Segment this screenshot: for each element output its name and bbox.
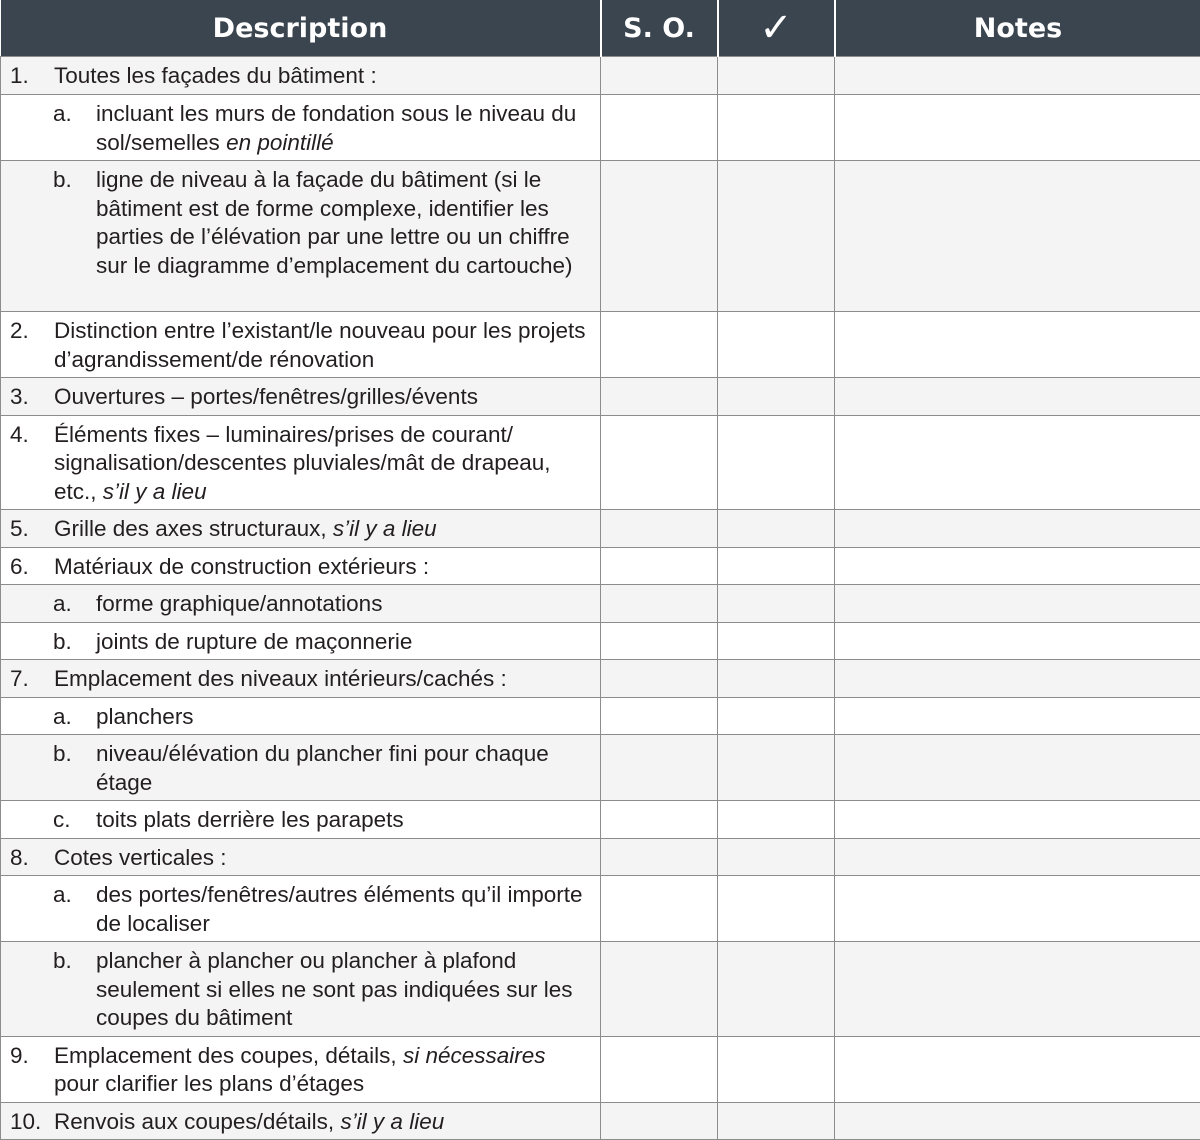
item-text bbox=[96, 703, 592, 732]
table-row bbox=[1, 735, 1200, 801]
item-letter: a. bbox=[1, 703, 96, 732]
notes-cell[interactable] bbox=[835, 735, 1200, 801]
check-cell[interactable] bbox=[718, 622, 835, 660]
item-text bbox=[54, 1042, 592, 1099]
item-text-main: Éléments fixes – luminaires/prises de courant/ signalisation/descentes pluviales/mât de drapeau, etc., bbox=[54, 422, 551, 504]
row-description bbox=[1, 161, 601, 312]
notes-cell[interactable] bbox=[835, 510, 1200, 548]
check-cell[interactable] bbox=[718, 415, 835, 510]
table-row bbox=[1, 547, 1200, 585]
row-description bbox=[1, 1102, 601, 1140]
item-text-main: Emplacement des niveaux intérieurs/cachés : bbox=[54, 666, 507, 691]
notes-cell[interactable] bbox=[835, 801, 1200, 839]
check-cell[interactable] bbox=[718, 876, 835, 942]
so-cell[interactable] bbox=[601, 378, 718, 416]
item-number: 1. bbox=[1, 62, 54, 91]
so-cell[interactable] bbox=[601, 1102, 718, 1140]
item-text bbox=[96, 740, 592, 797]
item-text-main: plancher à plancher ou plancher à plafond seulement si elles ne sont pas indiquées sur les coupes du bâtiment bbox=[96, 948, 573, 1030]
check-cell[interactable] bbox=[718, 57, 835, 95]
check-cell[interactable] bbox=[718, 95, 835, 161]
row-description bbox=[1, 1036, 601, 1102]
item-number: 7. bbox=[1, 665, 54, 694]
so-cell[interactable] bbox=[601, 876, 718, 942]
notes-cell[interactable] bbox=[835, 1102, 1200, 1140]
table-row bbox=[1, 57, 1200, 95]
item-text-main: Emplacement des coupes, détails, bbox=[54, 1043, 397, 1068]
notes-cell[interactable] bbox=[835, 838, 1200, 876]
notes-cell[interactable] bbox=[835, 312, 1200, 378]
so-cell[interactable] bbox=[601, 735, 718, 801]
so-cell[interactable] bbox=[601, 510, 718, 548]
so-cell[interactable] bbox=[601, 622, 718, 660]
item-number: 3. bbox=[1, 383, 54, 412]
notes-cell[interactable] bbox=[835, 622, 1200, 660]
header-notes: Notes bbox=[835, 0, 1200, 57]
table-row bbox=[1, 1036, 1200, 1102]
item-text-after: pour clarifier les plans d’étages bbox=[54, 1071, 364, 1096]
table-row bbox=[1, 510, 1200, 548]
item-text bbox=[96, 628, 592, 657]
item-text-main: Toutes les façades du bâtiment : bbox=[54, 63, 377, 88]
row-description bbox=[1, 415, 601, 510]
check-cell[interactable] bbox=[718, 735, 835, 801]
notes-cell[interactable] bbox=[835, 942, 1200, 1037]
table-row bbox=[1, 161, 1200, 312]
so-cell[interactable] bbox=[601, 942, 718, 1037]
so-cell[interactable] bbox=[601, 547, 718, 585]
item-text-main: Grille des axes structuraux, bbox=[54, 516, 327, 541]
item-text bbox=[96, 947, 592, 1033]
item-text-main: Matériaux de construction extérieurs : bbox=[54, 554, 429, 579]
so-cell[interactable] bbox=[601, 57, 718, 95]
item-text-main: toits plats derrière les parapets bbox=[96, 807, 404, 832]
check-cell[interactable] bbox=[718, 801, 835, 839]
row-description bbox=[1, 622, 601, 660]
so-cell[interactable] bbox=[601, 801, 718, 839]
notes-cell[interactable] bbox=[835, 415, 1200, 510]
row-description bbox=[1, 838, 601, 876]
item-text-main: des portes/fenêtres/autres éléments qu’il importe de localiser bbox=[96, 882, 583, 936]
table-header bbox=[1, 0, 1200, 57]
check-cell[interactable] bbox=[718, 697, 835, 735]
check-cell[interactable] bbox=[718, 660, 835, 698]
header-so: S. O. bbox=[601, 0, 718, 57]
table-row bbox=[1, 697, 1200, 735]
notes-cell[interactable] bbox=[835, 697, 1200, 735]
check-cell[interactable] bbox=[718, 1102, 835, 1140]
check-cell[interactable] bbox=[718, 312, 835, 378]
table-row bbox=[1, 585, 1200, 623]
notes-cell[interactable] bbox=[835, 1036, 1200, 1102]
header-description: Description bbox=[1, 0, 601, 57]
check-cell[interactable] bbox=[718, 838, 835, 876]
item-text-main: niveau/élévation du plancher fini pour chaque étage bbox=[96, 741, 549, 795]
item-text bbox=[96, 100, 592, 157]
item-text bbox=[54, 665, 592, 694]
item-text-main: forme graphique/annotations bbox=[96, 591, 382, 616]
item-text-italic: si nécessaires bbox=[403, 1043, 546, 1068]
check-cell[interactable] bbox=[718, 510, 835, 548]
so-cell[interactable] bbox=[601, 697, 718, 735]
item-text bbox=[54, 62, 592, 91]
so-cell[interactable] bbox=[601, 161, 718, 312]
row-description bbox=[1, 547, 601, 585]
so-cell[interactable] bbox=[601, 585, 718, 623]
item-text-main: planchers bbox=[96, 704, 194, 729]
item-number: 10. bbox=[1, 1108, 54, 1137]
row-description bbox=[1, 57, 601, 95]
item-number: 6. bbox=[1, 553, 54, 582]
row-description bbox=[1, 312, 601, 378]
item-letter: a. bbox=[1, 881, 96, 938]
table-row bbox=[1, 622, 1200, 660]
item-text-italic: s’il y a lieu bbox=[103, 479, 207, 504]
item-text bbox=[96, 590, 592, 619]
item-text-main: Renvois aux coupes/détails, bbox=[54, 1109, 334, 1134]
row-description bbox=[1, 585, 601, 623]
notes-cell[interactable] bbox=[835, 161, 1200, 312]
header-check bbox=[718, 0, 835, 57]
item-text bbox=[96, 806, 592, 835]
notes-cell[interactable] bbox=[835, 95, 1200, 161]
item-text-main: incluant les murs de fondation sous le niveau du sol/semelles bbox=[96, 101, 576, 155]
item-text-italic: s’il y a lieu bbox=[333, 516, 437, 541]
row-description bbox=[1, 95, 601, 161]
table-row bbox=[1, 378, 1200, 416]
table-row bbox=[1, 312, 1200, 378]
item-text bbox=[96, 881, 592, 938]
table-row bbox=[1, 942, 1200, 1037]
check-cell[interactable] bbox=[718, 942, 835, 1037]
item-text-main: Distinction entre l’existant/le nouveau pour les projets d’agrandissement/de rénovation bbox=[54, 318, 586, 372]
item-letter: a. bbox=[1, 590, 96, 619]
item-text-main: joints de rupture de maçonnerie bbox=[96, 629, 412, 654]
item-text bbox=[96, 166, 592, 280]
item-letter: b. bbox=[1, 628, 96, 657]
item-text bbox=[54, 317, 592, 374]
item-number: 4. bbox=[1, 421, 54, 507]
item-number: 2. bbox=[1, 317, 54, 374]
so-cell[interactable] bbox=[601, 95, 718, 161]
so-cell[interactable] bbox=[601, 415, 718, 510]
item-letter: b. bbox=[1, 166, 96, 280]
item-text-italic: en pointillé bbox=[226, 130, 334, 155]
notes-cell[interactable] bbox=[835, 876, 1200, 942]
check-cell[interactable] bbox=[718, 547, 835, 585]
table-row bbox=[1, 95, 1200, 161]
check-cell[interactable] bbox=[718, 378, 835, 416]
check-cell[interactable] bbox=[718, 585, 835, 623]
item-text bbox=[54, 553, 592, 582]
table-row bbox=[1, 660, 1200, 698]
table-row bbox=[1, 838, 1200, 876]
item-text bbox=[54, 421, 592, 507]
item-text bbox=[54, 844, 592, 873]
table-row bbox=[1, 876, 1200, 942]
row-description bbox=[1, 378, 601, 416]
item-letter: b. bbox=[1, 947, 96, 1033]
notes-cell[interactable] bbox=[835, 660, 1200, 698]
notes-cell[interactable] bbox=[835, 547, 1200, 585]
item-text-main: ligne de niveau à la façade du bâtiment (si le bâtiment est de forme complexe, identifier les parties de l’élévation par une lettre ou un chiffre sur le diagramme d’emplacement du cartouche) bbox=[96, 167, 572, 278]
row-description bbox=[1, 735, 601, 801]
item-number: 9. bbox=[1, 1042, 54, 1099]
item-text bbox=[54, 383, 592, 412]
notes-cell[interactable] bbox=[835, 57, 1200, 95]
item-number: 5. bbox=[1, 515, 54, 544]
item-text-italic: s’il y a lieu bbox=[340, 1109, 444, 1134]
row-description bbox=[1, 801, 601, 839]
table-row bbox=[1, 1102, 1200, 1140]
table-row bbox=[1, 415, 1200, 510]
item-text bbox=[54, 515, 592, 544]
row-description bbox=[1, 942, 601, 1037]
item-letter: c. bbox=[1, 806, 96, 835]
check-cell[interactable] bbox=[718, 1036, 835, 1102]
item-letter: a. bbox=[1, 100, 96, 157]
checkmark-icon: ✓ bbox=[759, 5, 793, 51]
item-text-main: Cotes verticales : bbox=[54, 845, 227, 870]
so-cell[interactable] bbox=[601, 312, 718, 378]
row-description bbox=[1, 510, 601, 548]
table-row bbox=[1, 801, 1200, 839]
item-text bbox=[54, 1108, 592, 1137]
row-description bbox=[1, 660, 601, 698]
row-description bbox=[1, 697, 601, 735]
so-cell[interactable] bbox=[601, 1036, 718, 1102]
item-number: 8. bbox=[1, 844, 54, 873]
notes-cell[interactable] bbox=[835, 378, 1200, 416]
so-cell[interactable] bbox=[601, 660, 718, 698]
item-text-main: Ouvertures – portes/fenêtres/grilles/évents bbox=[54, 384, 478, 409]
so-cell[interactable] bbox=[601, 838, 718, 876]
row-description bbox=[1, 876, 601, 942]
check-cell[interactable] bbox=[718, 161, 835, 312]
item-letter: b. bbox=[1, 740, 96, 797]
notes-cell[interactable] bbox=[835, 585, 1200, 623]
